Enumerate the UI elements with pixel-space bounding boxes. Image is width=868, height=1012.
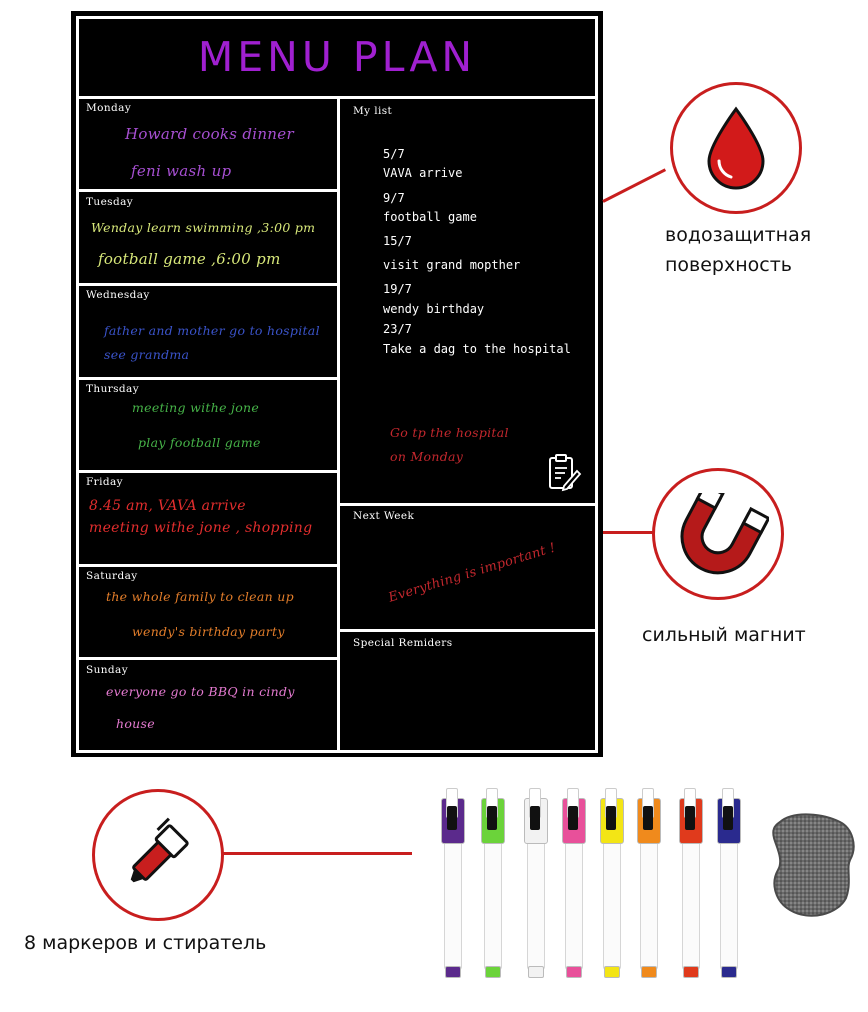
my-list-label: My list <box>353 105 393 117</box>
list-item: 9/7 <box>383 191 405 205</box>
thursday-line-1: meeting withe jone <box>132 400 260 415</box>
list-item: visit grand mopther <box>383 258 521 272</box>
marker-pen <box>637 788 659 976</box>
friday-line-1: 8.45 am, VAVA arrive <box>89 498 246 514</box>
day-label-tuesday: Tuesday <box>86 196 134 208</box>
waterproof-callout <box>670 82 802 214</box>
eraser <box>766 806 862 926</box>
marker-pen <box>717 788 739 976</box>
day-divider <box>76 470 339 473</box>
magnet-callout <box>652 468 784 600</box>
list-item: VAVA arrive <box>383 166 463 180</box>
day-label-wednesday: Wednesday <box>86 289 150 301</box>
day-divider <box>76 377 339 380</box>
marker-pen <box>562 788 584 976</box>
next-week-label: Next Week <box>353 510 415 522</box>
markers-callout <box>92 789 224 921</box>
marker-pen <box>679 788 701 976</box>
markers-caption: 8 маркеров и стиратель <box>24 932 267 954</box>
board-border-left <box>76 16 79 753</box>
right-divider <box>337 503 598 506</box>
list-item: 23/7 <box>383 322 412 336</box>
day-label-thursday: Thursday <box>86 383 140 395</box>
marker-pen <box>481 788 503 976</box>
marker-pen <box>600 788 622 976</box>
waterproof-caption <box>665 220 811 280</box>
list-note-line-2: on Monday <box>390 449 464 464</box>
day-divider <box>76 189 339 192</box>
sunday-line-1: everyone go to BBQ in cindy <box>106 684 295 699</box>
monday-line-2: feni wash up <box>131 162 232 180</box>
saturday-line-2: wendy's birthday party <box>132 624 285 639</box>
day-label-friday: Friday <box>86 476 123 488</box>
tuesday-line-2: football game ,6:00 pm <box>98 250 281 268</box>
magnet-caption: сильный магнит <box>642 624 806 646</box>
tuesday-line-1: Wenday learn swimming ,3:00 pm <box>91 220 316 235</box>
sunday-line-2: house <box>116 716 155 731</box>
list-item: 19/7 <box>383 282 412 296</box>
day-divider <box>76 283 339 286</box>
list-note-line-1: Go tp the hospital <box>390 425 509 440</box>
wednesday-line-2: see grandma <box>104 347 190 362</box>
day-label-saturday: Saturday <box>86 570 138 582</box>
clipboard-pen-icon <box>547 453 583 493</box>
board-border-top <box>76 16 598 19</box>
right-divider <box>337 629 598 632</box>
board-title: MENU PLAN <box>197 33 477 81</box>
list-item: Take a dag to the hospital <box>383 342 571 356</box>
day-divider <box>76 564 339 567</box>
menu-plan-board <box>71 11 603 757</box>
day-label-monday: Monday <box>86 102 132 114</box>
callout-line-waterproof <box>602 168 666 202</box>
saturday-line-1: the whole family to clean up <box>106 589 294 604</box>
callout-line-markers <box>218 852 412 855</box>
marker-pen <box>524 788 546 976</box>
list-item: wendy birthday <box>383 302 485 316</box>
waterproof-caption-line-1: водозащитная <box>665 224 812 246</box>
friday-line-2: meeting withe jone , shopping <box>89 520 313 536</box>
marker-pen-icon <box>117 812 201 896</box>
water-drop-icon <box>703 105 769 191</box>
thursday-line-2: play football game <box>138 435 261 450</box>
list-item: football game <box>383 210 477 224</box>
monday-line-1: Howard cooks dinner <box>125 125 294 143</box>
list-item: 5/7 <box>383 147 405 161</box>
marker-pen <box>441 788 463 976</box>
special-reminders-label: Special Remiders <box>353 637 453 649</box>
wednesday-line-1: father and mother go to hospital <box>104 323 320 338</box>
waterproof-caption-line-2: поверхность <box>665 254 792 276</box>
callout-line-magnet <box>603 531 659 534</box>
next-week-note: Everything is important ! <box>386 540 558 606</box>
day-divider <box>76 657 339 660</box>
board-border-right <box>595 16 598 753</box>
magnet-icon <box>669 493 769 577</box>
column-divider <box>337 96 340 753</box>
day-label-sunday: Sunday <box>86 664 129 676</box>
list-item: 15/7 <box>383 234 412 248</box>
